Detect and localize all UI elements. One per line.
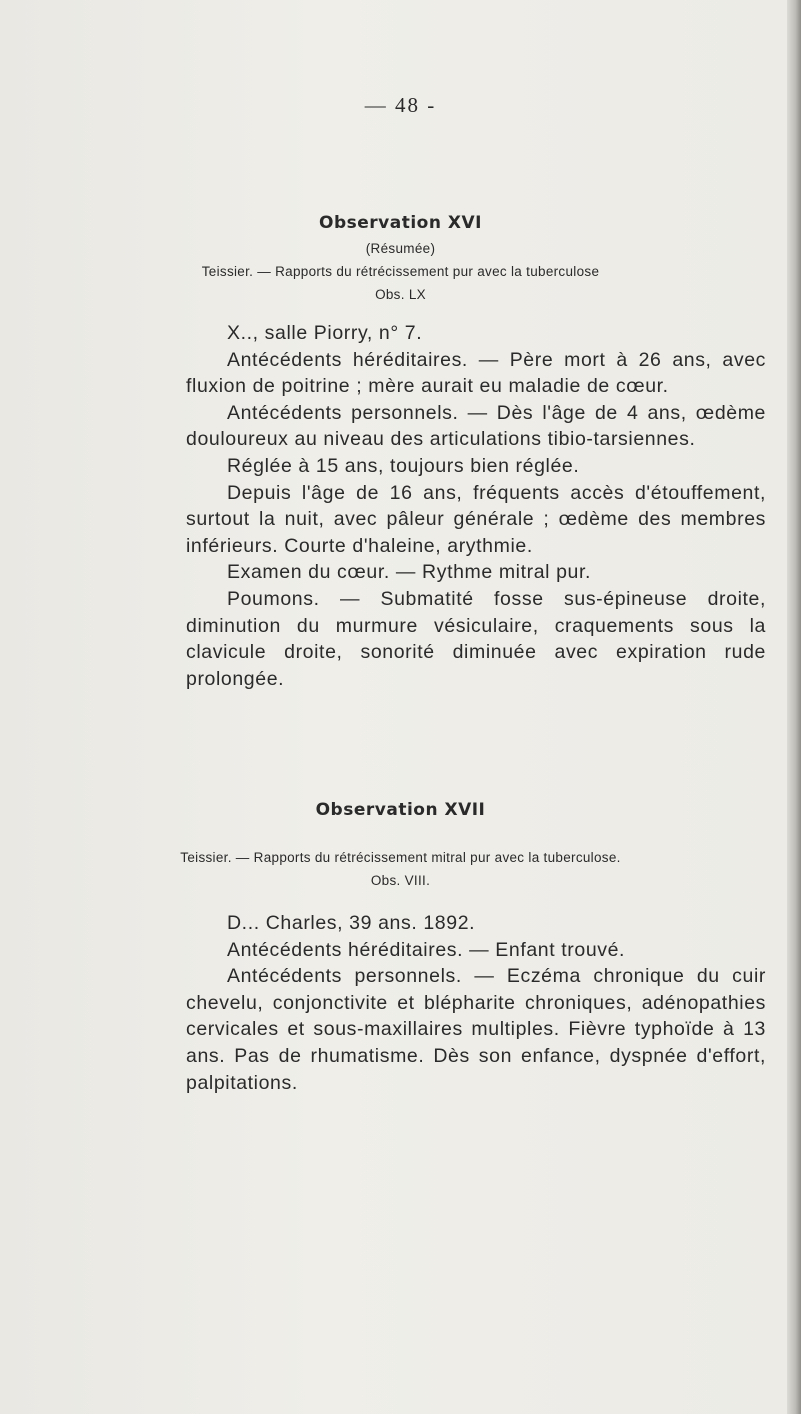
paragraph: Réglée à 15 ans, toujours bien réglée.: [227, 454, 580, 477]
paragraph: D... Charles, 39 ans. 1892.: [227, 912, 476, 934]
paragraph: Depuis l'âge de 16 ans, fréquents accès d'étouffement, surtout la nuit, avec pâleur générale ; œdème des membres inférieurs. Courte d'haleine, arythmie.: [186, 481, 766, 557]
observation-17-obs-number: Obs. VIII.: [370, 873, 431, 888]
observation-16-subtitle: (Résumée): [365, 241, 436, 256]
paragraph: Antécédents héréditaires. — Père mort à 26 ans, avec fluxion de poitrine ; mère aurait eu maladie de cœur.: [186, 348, 766, 398]
page-number: — 48 -: [364, 93, 437, 117]
observation-17-body: [186, 910, 766, 1096]
observation-17-reference: Teissier. — Rapports du rétrécissement mitral pur avec la tuberculose.: [180, 850, 621, 865]
observation-16-body: [186, 320, 766, 692]
paragraph: Poumons. — Submatité fosse sus-épineuse droite, diminution du murmure vésiculaire, craquements sous la clavicule droite, sonorité diminuée avec expiration rude prolongée.: [186, 587, 766, 690]
paragraph: Antécédents personnels. — Dès l'âge de 4 ans, œdème douloureux au niveau des articulations tibio-tarsiennes.: [186, 401, 766, 451]
observation-16-obs-number: Obs. LX: [375, 287, 426, 302]
paragraph: Examen du cœur. — Rythme mitral pur.: [227, 561, 592, 584]
paragraph: Antécédents personnels. — Eczéma chronique du cuir chevelu, conjonctivite et blépharite chroniques, adénopathies cervicales et sous-maxillaires multiples. Fièvre typhoïde à 13 ans. Pas de rhumatisme. Dès son enfance, dyspnée d'effort, palpitations.: [186, 965, 766, 1094]
paragraph: Antécédents héréditaires. — Enfant trouvé.: [227, 938, 626, 961]
observation-16-reference: Teissier. — Rapports du rétrécissement pur avec la tuberculose: [201, 264, 600, 279]
paragraph: X.., salle Piorry, n° 7.: [227, 322, 423, 344]
observation-16-title: Observation XVI: [319, 213, 482, 233]
observation-17-title: Observation XVII: [315, 800, 486, 820]
